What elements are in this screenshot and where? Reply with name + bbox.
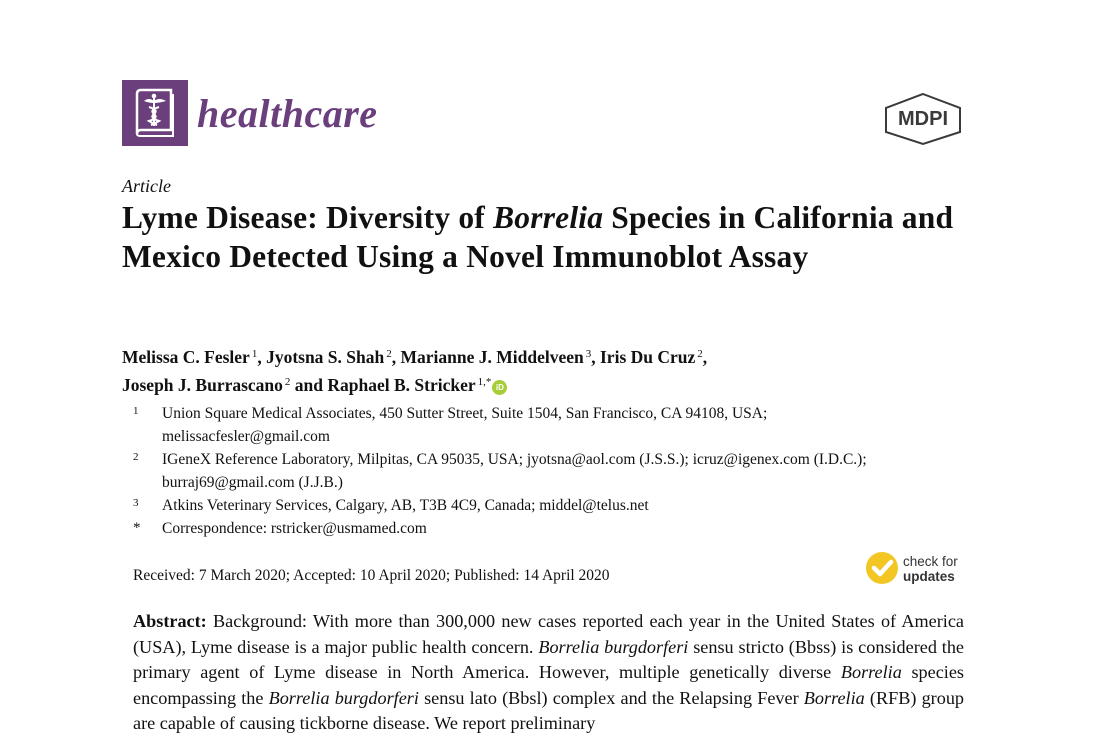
journal-logo [122,80,188,146]
updates-label: updates [903,569,955,584]
article-title [122,199,982,276]
orcid-icon[interactable]: iD [492,380,507,395]
title-part-1: Lyme Disease: Diversity of [122,200,494,235]
author-separator: , [702,347,708,367]
author-affiliation-mark: 2 [284,376,291,388]
affiliation-item [122,448,982,494]
affiliation-email[interactable]: melissacfesler@gmail.com [162,428,330,445]
abstract [133,609,964,737]
check-for-label: check for [903,554,958,569]
author[interactable]: Joseph J. Burrascano [122,375,283,395]
affiliation-email[interactable]: burraj69@gmail.com (J.J.B.) [162,474,343,491]
author-affiliation-mark: 3 [585,348,592,360]
publication-dates: Received: 7 March 2020; Accepted: 10 April 2020; Published: 14 April 2020 [133,567,610,584]
abstract-text: species encompassing the [133,662,964,708]
author[interactable]: Iris Du Cruz [600,347,696,367]
check-for-updates-badge[interactable] [866,552,966,588]
author-separator: and [290,375,328,395]
affiliation-mark: 1 [133,405,139,417]
affiliation-mark: 3 [133,497,139,509]
correspondence-line: Correspondence: rstricker@usmamed.com [162,520,427,537]
abstract-label: Abstract: [133,611,207,631]
affiliations [122,402,982,540]
author-separator: , [591,347,600,367]
affiliation-mark: 2 [133,451,139,463]
mdpi-logo [882,92,964,146]
author-affiliation-mark: 2 [697,348,703,360]
affiliation-item [122,402,982,448]
abstract-species: Borrelia [840,662,902,682]
abstract-text: (RFB) group are capable of causing tickborne disease. We report preliminary [133,687,965,733]
affiliation-item [122,494,982,517]
abstract-text: sensu lato (Bbsl) complex and the Relapsing Fever [418,687,804,708]
correspondence-mark: * [133,520,141,536]
affiliation-item [122,517,982,540]
caduceus-book-icon [131,88,179,138]
abstract-species: Borrelia burgdorferi [538,636,689,657]
journal-name: healthcare [197,91,378,136]
affiliation-line: Union Square Medical Associates, 450 Sutter Street, Suite 1504, San Francisco, CA 94108, USA; [162,405,768,422]
author-list [122,342,982,398]
abstract-species: Borrelia [803,687,865,708]
affiliation-line: Atkins Veterinary Services, Calgary, AB, T3B 4C9, Canada; middel@telus.net [162,497,649,514]
author[interactable]: Marianne J. Middelveen [400,347,584,367]
author-separator: , [257,347,267,367]
abstract-species: Borrelia burgdorferi [268,687,419,708]
publisher-name: MDPI [898,108,948,130]
abstract-text: sensu stricto (Bbss) is considered the primary agent of Lyme disease in North America. However, multiple genetically diverse [133,636,965,682]
author[interactable]: Jyotsna S. Shah [266,347,385,367]
author-separator: , [391,347,401,367]
title-italic: Borrelia [493,200,604,235]
author-affiliation-mark: 2 [386,348,392,360]
check-badge-circle [866,552,898,584]
title-part-2: Species in California and Mexico Detected Using a Novel Immunoblot Assay [122,200,954,274]
abstract-text: Background: With more than 300,000 new cases reported each year in the United States of America (USA), Lyme disease is a major public health concern. [133,611,964,657]
author-affiliation-mark: 1,* [477,376,492,388]
checkmark-icon [866,552,898,584]
author[interactable]: Melissa C. Fesler [122,347,250,367]
author[interactable]: Raphael B. Stricker [327,375,476,395]
affiliation-line: IGeneX Reference Laboratory, Milpitas, CA 95035, USA; jyotsna@aol.com (J.S.S.); icruz@igenex.com (I.D.C.); [162,451,867,468]
article-type: Article [122,176,171,196]
author-affiliation-mark: 1 [251,348,258,360]
